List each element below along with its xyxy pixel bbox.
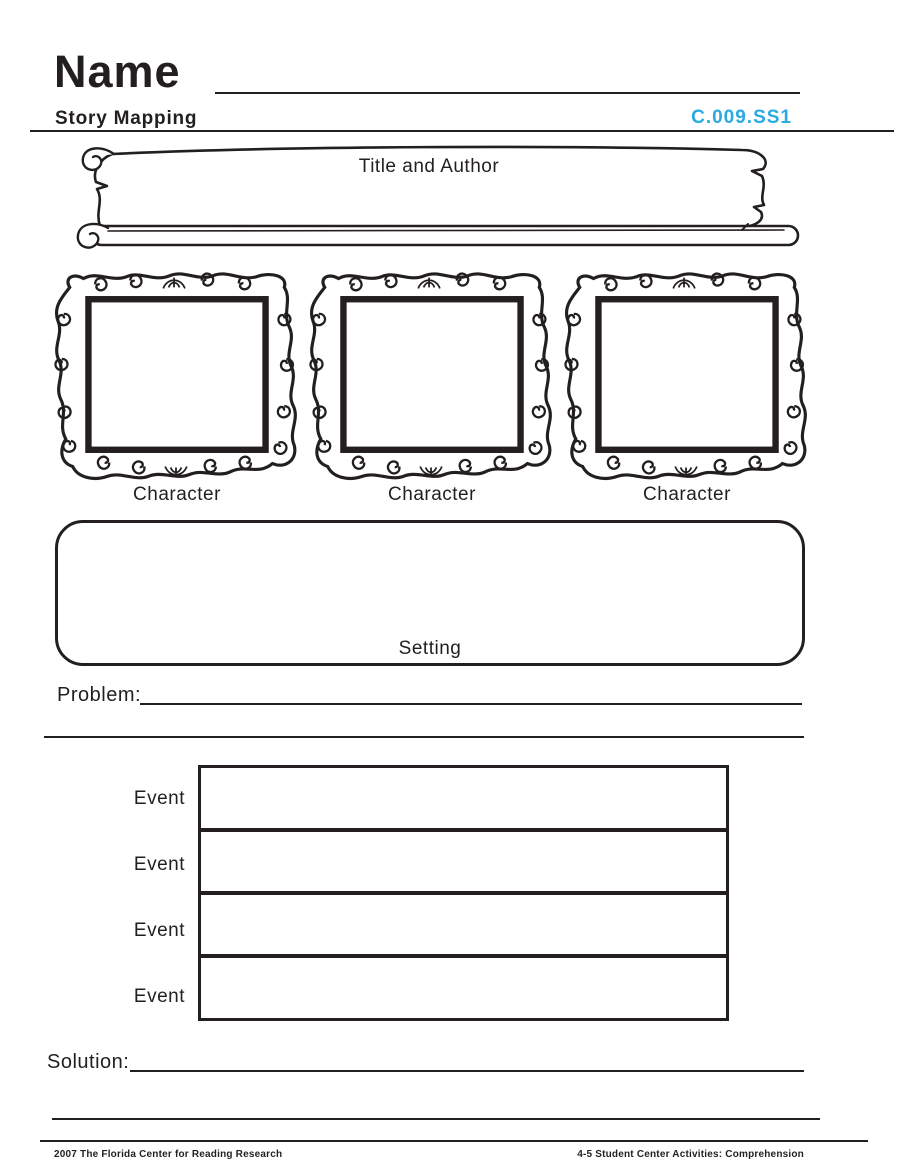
event-cell-4[interactable] [198,954,729,1021]
character-label: Character [388,484,476,505]
title-author-write-area[interactable] [70,178,770,236]
footer-copyright: 2007 The Florida Center for Reading Research [54,1149,283,1160]
event-cell-2[interactable] [198,828,729,895]
activity-code: C.009.SS1 [691,107,792,128]
solution-label: Solution: [47,1051,130,1073]
solution-write-line-2[interactable] [52,1118,820,1120]
event-label: Event [133,788,185,809]
character-drawing-area[interactable] [89,300,265,446]
problem-write-line-2[interactable] [44,736,804,738]
header-divider [30,130,894,132]
solution-write-line[interactable] [130,1070,804,1072]
character-drawing-area[interactable] [599,300,775,446]
event-label: Event [133,854,185,875]
character-label: Character [133,484,221,505]
event-table [198,765,729,1031]
event-label: Event [133,920,185,941]
character-drawing-area[interactable] [344,300,520,446]
event-cell-1[interactable] [198,765,729,832]
footer-divider [40,1140,868,1142]
problem-label: Problem: [57,684,142,706]
problem-write-line[interactable] [140,703,802,705]
footer-activity-name: 4-5 Student Center Activities: Comprehension [577,1149,804,1160]
name-write-line[interactable] [215,92,800,94]
event-cell-3[interactable] [198,891,729,958]
title-author-label: Title and Author [358,156,500,177]
event-label: Event [133,986,185,1007]
character-label: Character [643,484,731,505]
worksheet-subtitle: Story Mapping [55,108,198,129]
setting-label: Setting [398,638,462,659]
name-label: Name [54,46,181,97]
